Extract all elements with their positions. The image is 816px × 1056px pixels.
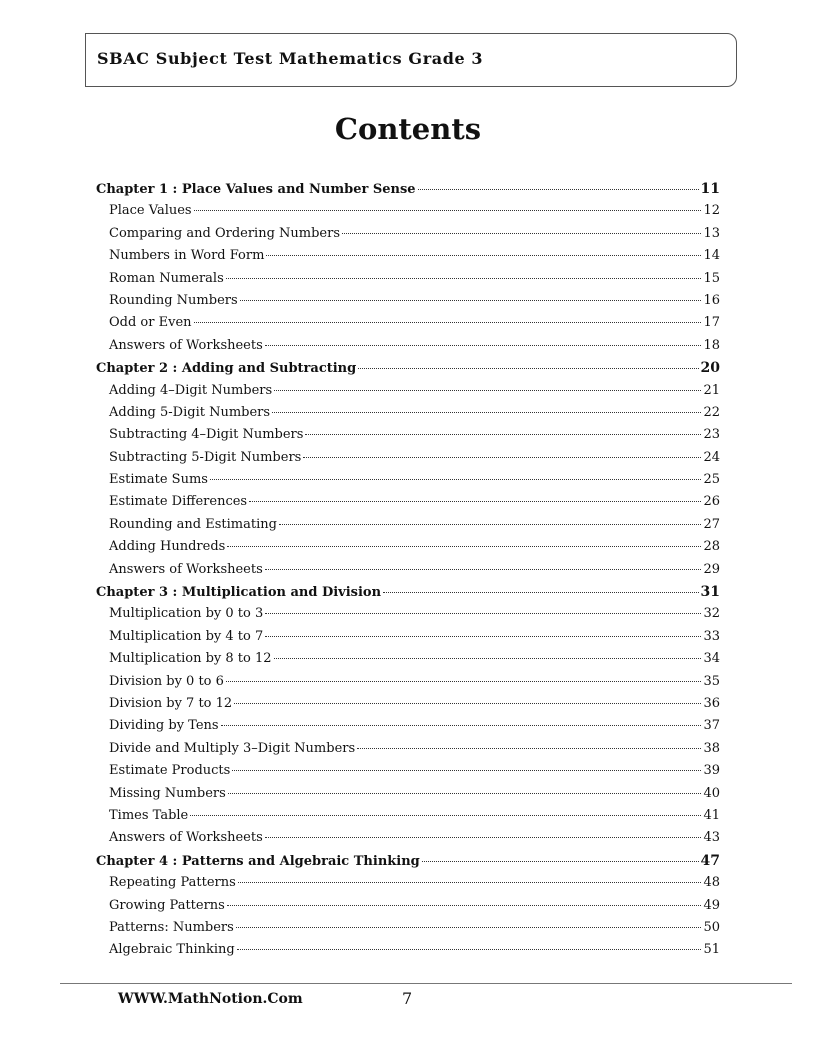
toc-section-entry xyxy=(96,939,720,961)
dot-leader xyxy=(358,368,698,369)
dot-leader xyxy=(236,927,702,928)
dot-leader xyxy=(227,546,701,547)
toc-section-entry xyxy=(96,917,720,939)
toc-entry-label: Adding 5-Digit Numbers xyxy=(109,404,271,420)
toc-section-entry xyxy=(96,671,720,693)
dot-leader xyxy=(383,592,698,593)
toc-section-entry xyxy=(96,648,720,670)
toc-section-entry xyxy=(96,469,720,491)
toc-section-entry xyxy=(96,268,720,290)
dot-leader xyxy=(194,322,702,323)
toc-entry-label: Adding Hundreds xyxy=(109,539,226,555)
toc-entry-page: 33 xyxy=(703,628,720,644)
toc-entry-label: Multiplication by 0 to 3 xyxy=(109,606,264,622)
dot-leader xyxy=(265,837,702,838)
dot-leader xyxy=(265,636,701,637)
dot-leader xyxy=(240,300,702,301)
toc-entry-page: 38 xyxy=(703,740,720,756)
toc-entry-label: Chapter 2 : Adding and Subtracting xyxy=(96,361,357,377)
toc-entry-label: Patterns: Numbers xyxy=(109,919,234,935)
toc-section-entry xyxy=(96,223,720,245)
toc-section-entry xyxy=(96,895,720,917)
toc-section-entry xyxy=(96,626,720,648)
toc-section-entry xyxy=(96,200,720,222)
toc-entry-label: Subtracting 5-Digit Numbers xyxy=(109,449,302,465)
toc-entry-page: 28 xyxy=(703,539,720,555)
toc-section-entry xyxy=(96,536,720,558)
toc-entry-label: Division by 7 to 12 xyxy=(109,695,233,711)
toc-section-entry xyxy=(96,514,720,536)
toc-entry-page: 40 xyxy=(703,785,720,801)
toc-entry-page: 35 xyxy=(703,673,720,689)
toc-entry-label: Divide and Multiply 3–Digit Numbers xyxy=(109,740,356,756)
dot-leader xyxy=(228,793,702,794)
toc-entry-label: Roman Numerals xyxy=(109,270,224,286)
toc-entry-label: Times Table xyxy=(109,807,189,823)
toc-entry-page: 34 xyxy=(703,651,720,667)
dot-leader xyxy=(234,703,701,704)
dot-leader xyxy=(237,949,702,950)
toc-entry-label: Chapter 1 : Place Values and Number Sense xyxy=(96,182,416,197)
toc-entry-label: Growing Patterns xyxy=(109,897,225,913)
dot-leader xyxy=(342,233,701,234)
dot-leader xyxy=(266,255,701,256)
toc-entry-page: 51 xyxy=(703,942,720,958)
toc-entry-page: 23 xyxy=(703,427,720,443)
footer-page-number: 7 xyxy=(402,989,413,1008)
toc-entry-label: Estimate Products xyxy=(109,763,231,779)
toc-section-entry xyxy=(96,312,720,334)
dot-leader xyxy=(279,524,702,525)
dot-leader xyxy=(226,278,702,279)
toc-section-entry xyxy=(96,872,720,894)
toc-entry-page: 39 xyxy=(703,763,720,779)
toc-entry-page: 24 xyxy=(703,449,720,465)
toc-chapter-entry xyxy=(96,850,720,872)
toc-entry-label: Multiplication by 4 to 7 xyxy=(109,628,264,644)
header-box xyxy=(85,33,737,87)
toc-entry-page: 26 xyxy=(703,494,720,510)
toc-entry-label: Numbers in Word Form xyxy=(109,248,265,264)
toc-entry-page: 25 xyxy=(703,472,720,488)
dot-leader xyxy=(238,882,702,883)
page-title: Contents xyxy=(334,112,482,146)
dot-leader xyxy=(418,189,699,190)
toc-section-entry xyxy=(96,424,720,446)
toc-section-entry xyxy=(96,827,720,849)
toc-section-entry xyxy=(96,491,720,513)
toc-entry-label: Rounding Numbers xyxy=(109,292,238,308)
toc-entry-page: 31 xyxy=(700,584,720,601)
dot-leader xyxy=(265,569,702,570)
toc-entry-label: Estimate Differences xyxy=(109,494,248,510)
dot-leader xyxy=(272,412,701,413)
toc-section-entry xyxy=(96,738,720,760)
dot-leader xyxy=(227,905,702,906)
toc-section-entry xyxy=(96,380,720,402)
toc-entry-label: Division by 0 to 6 xyxy=(109,673,224,689)
toc-entry-label: Subtracting 4–Digit Numbers xyxy=(109,427,304,443)
toc-entry-label: Chapter 3 : Multiplication and Division xyxy=(96,585,382,601)
toc-chapter-entry xyxy=(96,178,720,200)
footer-divider xyxy=(60,983,792,984)
toc-section-entry xyxy=(96,760,720,782)
toc-section-entry xyxy=(96,245,720,267)
toc-section-entry xyxy=(96,335,720,357)
dot-leader xyxy=(221,725,702,726)
toc-section-entry xyxy=(96,402,720,424)
dot-leader xyxy=(303,457,701,458)
toc-section-entry xyxy=(96,805,720,827)
toc-entry-page: 17 xyxy=(703,315,720,331)
dot-leader xyxy=(190,815,701,816)
dot-leader xyxy=(265,613,701,614)
toc-section-entry xyxy=(96,559,720,581)
toc-section-entry xyxy=(96,603,720,625)
header-title: SBAC Subject Test Mathematics Grade 3 xyxy=(97,49,484,68)
toc-entry-page: 48 xyxy=(703,875,720,891)
toc-entry-page: 14 xyxy=(703,248,720,264)
dot-leader xyxy=(210,479,702,480)
dot-leader xyxy=(274,390,701,391)
toc-entry-label: Estimate Sums xyxy=(109,472,208,488)
toc-entry-page: 16 xyxy=(703,292,720,308)
toc-entry-label: Repeating Patterns xyxy=(109,875,236,891)
toc-entry-page: 22 xyxy=(703,404,720,420)
dot-leader xyxy=(232,770,701,771)
toc-entry-page: 50 xyxy=(703,919,720,935)
toc-entry-page: 20 xyxy=(700,360,720,377)
dot-leader xyxy=(226,681,702,682)
toc-entry-page: 32 xyxy=(703,606,720,622)
toc-entry-page: 18 xyxy=(703,337,720,353)
dot-leader xyxy=(249,501,701,502)
toc-entry-label: Place Values xyxy=(109,203,192,219)
toc-entry-label: Answers of Worksheets xyxy=(109,830,263,846)
toc-entry-page: 49 xyxy=(703,897,720,913)
toc-section-entry xyxy=(96,447,720,469)
toc-entry-label: Adding 4–Digit Numbers xyxy=(109,382,273,398)
toc-entry-page: 13 xyxy=(703,225,720,241)
toc-entry-label: Comparing and Ordering Numbers xyxy=(109,225,341,241)
toc-entry-page: 27 xyxy=(703,516,720,532)
dot-leader xyxy=(265,345,702,346)
table-of-contents xyxy=(96,178,720,962)
toc-entry-page: 47 xyxy=(700,852,720,869)
toc-entry-page: 12 xyxy=(703,203,720,219)
toc-entry-label: Rounding and Estimating xyxy=(109,516,277,532)
toc-entry-label: Odd or Even xyxy=(109,315,192,331)
toc-entry-page: 11 xyxy=(700,181,720,197)
toc-entry-page: 15 xyxy=(703,270,720,286)
toc-entry-label: Dividing by Tens xyxy=(109,718,219,734)
toc-entry-label: Missing Numbers xyxy=(109,785,226,801)
footer-website: WWW.MathNotion.Com xyxy=(118,991,303,1007)
toc-entry-label: Chapter 4 : Patterns and Algebraic Thinking xyxy=(96,853,420,869)
toc-chapter-entry xyxy=(96,357,720,379)
toc-entry-label: Answers of Worksheets xyxy=(109,337,263,353)
toc-section-entry xyxy=(96,290,720,312)
dot-leader xyxy=(305,434,701,435)
dot-leader xyxy=(274,658,702,659)
toc-entry-page: 41 xyxy=(703,807,720,823)
dot-leader xyxy=(357,748,701,749)
toc-section-entry xyxy=(96,693,720,715)
dot-leader xyxy=(194,210,702,211)
toc-entry-label: Algebraic Thinking xyxy=(109,942,235,958)
toc-entry-page: 21 xyxy=(703,382,720,398)
toc-entry-label: Answers of Worksheets xyxy=(109,561,263,577)
toc-entry-page: 37 xyxy=(703,718,720,734)
toc-section-entry xyxy=(96,715,720,737)
toc-entry-label: Multiplication by 8 to 12 xyxy=(109,651,272,667)
toc-section-entry xyxy=(96,783,720,805)
toc-chapter-entry xyxy=(96,581,720,603)
toc-entry-page: 36 xyxy=(703,695,720,711)
dot-leader xyxy=(422,861,699,862)
toc-entry-page: 43 xyxy=(703,830,720,846)
toc-entry-page: 29 xyxy=(703,561,720,577)
